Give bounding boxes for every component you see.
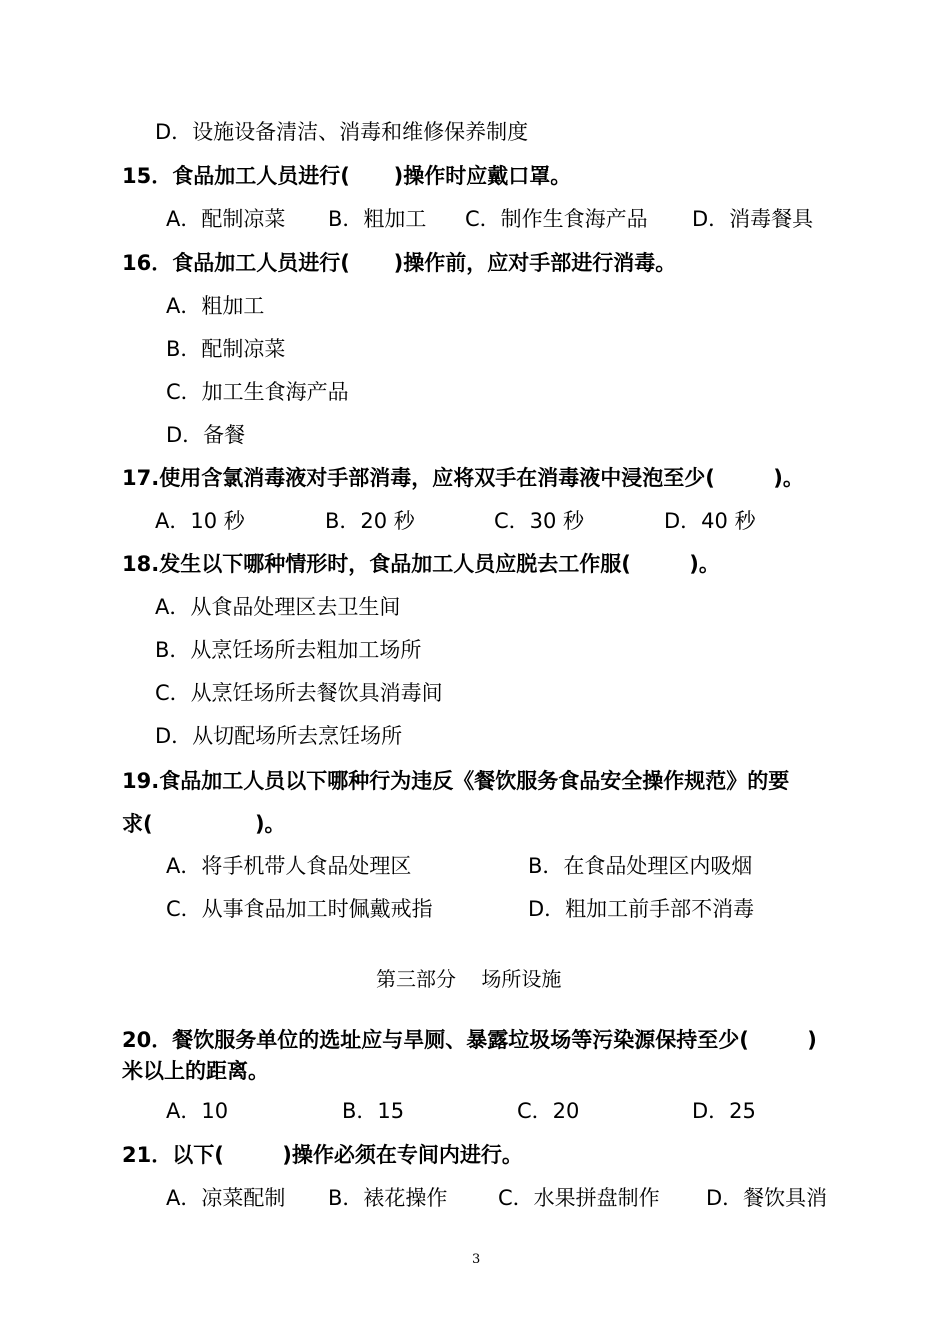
q20-option-a: A．10 — [166, 1099, 229, 1123]
q17-option-c: C．30 秒 — [494, 509, 585, 533]
q19-option-a: A．将手机带人食品处理区 — [166, 854, 412, 878]
q16-option-a: A．粗加工 — [166, 294, 265, 318]
q21-option-b: B．裱花操作 — [328, 1186, 448, 1210]
q18-option-a: A．从食品处理区去卫生间 — [155, 595, 401, 619]
q19-stem-line1: 19.食品加工人员以下哪种行为违反《餐饮服务食品安全操作规范》的要 — [122, 769, 790, 793]
q19-stem-line2: 求( )。 — [122, 812, 286, 836]
q15-option-d: D．消毒餐具 — [692, 207, 814, 231]
q20-option-c: C．20 — [517, 1099, 580, 1123]
q20-option-d: D．25 — [692, 1099, 756, 1123]
q15-stem: 15．食品加工人员进行( )操作时应戴口罩。 — [122, 164, 572, 188]
q20-stem-line2: 米以上的距离。 — [122, 1059, 269, 1083]
q21-option-c: C．水果拼盘制作 — [498, 1186, 660, 1210]
q16-option-b: B．配制凉菜 — [166, 337, 286, 361]
q17-option-b: B．20 秒 — [325, 509, 415, 533]
q15-option-b: B．粗加工 — [328, 207, 427, 231]
q14-option-d: D．设施设备清洁、消毒和维修保养制度 — [155, 120, 529, 144]
q17-option-a: A．10 秒 — [155, 509, 245, 533]
q17-stem: 17.使用含氯消毒液对手部消毒，应将双手在消毒液中浸泡至少( )。 — [122, 466, 804, 490]
q18-option-d: D．从切配场所去烹饪场所 — [155, 724, 403, 748]
q17-option-d: D．40 秒 — [664, 509, 756, 533]
page-number: 3 — [472, 1252, 481, 1267]
q20-stem-line1: 20．餐饮服务单位的选址应与旱厕、暴露垃圾场等污染源保持至少( ) — [122, 1028, 817, 1052]
q20-option-b: B．15 — [342, 1099, 405, 1123]
q16-option-c: C．加工生食海产品 — [166, 380, 349, 404]
q19-option-d: D．粗加工前手部不消毒 — [528, 897, 755, 921]
q16-stem: 16．食品加工人员进行( )操作前，应对手部进行消毒。 — [122, 251, 677, 275]
q15-option-a: A．配制凉菜 — [166, 207, 286, 231]
q18-stem: 18.发生以下哪种情形时，食品加工人员应脱去工作服( )。 — [122, 552, 720, 576]
q21-stem: 21．以下( )操作必须在专间内进行。 — [122, 1143, 523, 1167]
q19-option-b: B．在食品处理区内吸烟 — [528, 854, 753, 878]
section-title: 第三部分 场所设施 — [376, 967, 562, 991]
q16-option-d: D．备餐 — [166, 423, 246, 447]
q19-option-c: C．从事食品加工时佩戴戒指 — [166, 897, 433, 921]
q18-option-c: C．从烹饪场所去餐饮具消毒间 — [155, 681, 443, 705]
q18-option-b: B．从烹饪场所去粗加工场所 — [155, 638, 422, 662]
q21-option-d: D．餐饮具消 — [706, 1186, 828, 1210]
q15-option-c: C．制作生食海产品 — [465, 207, 648, 231]
q21-option-a: A．凉菜配制 — [166, 1186, 286, 1210]
